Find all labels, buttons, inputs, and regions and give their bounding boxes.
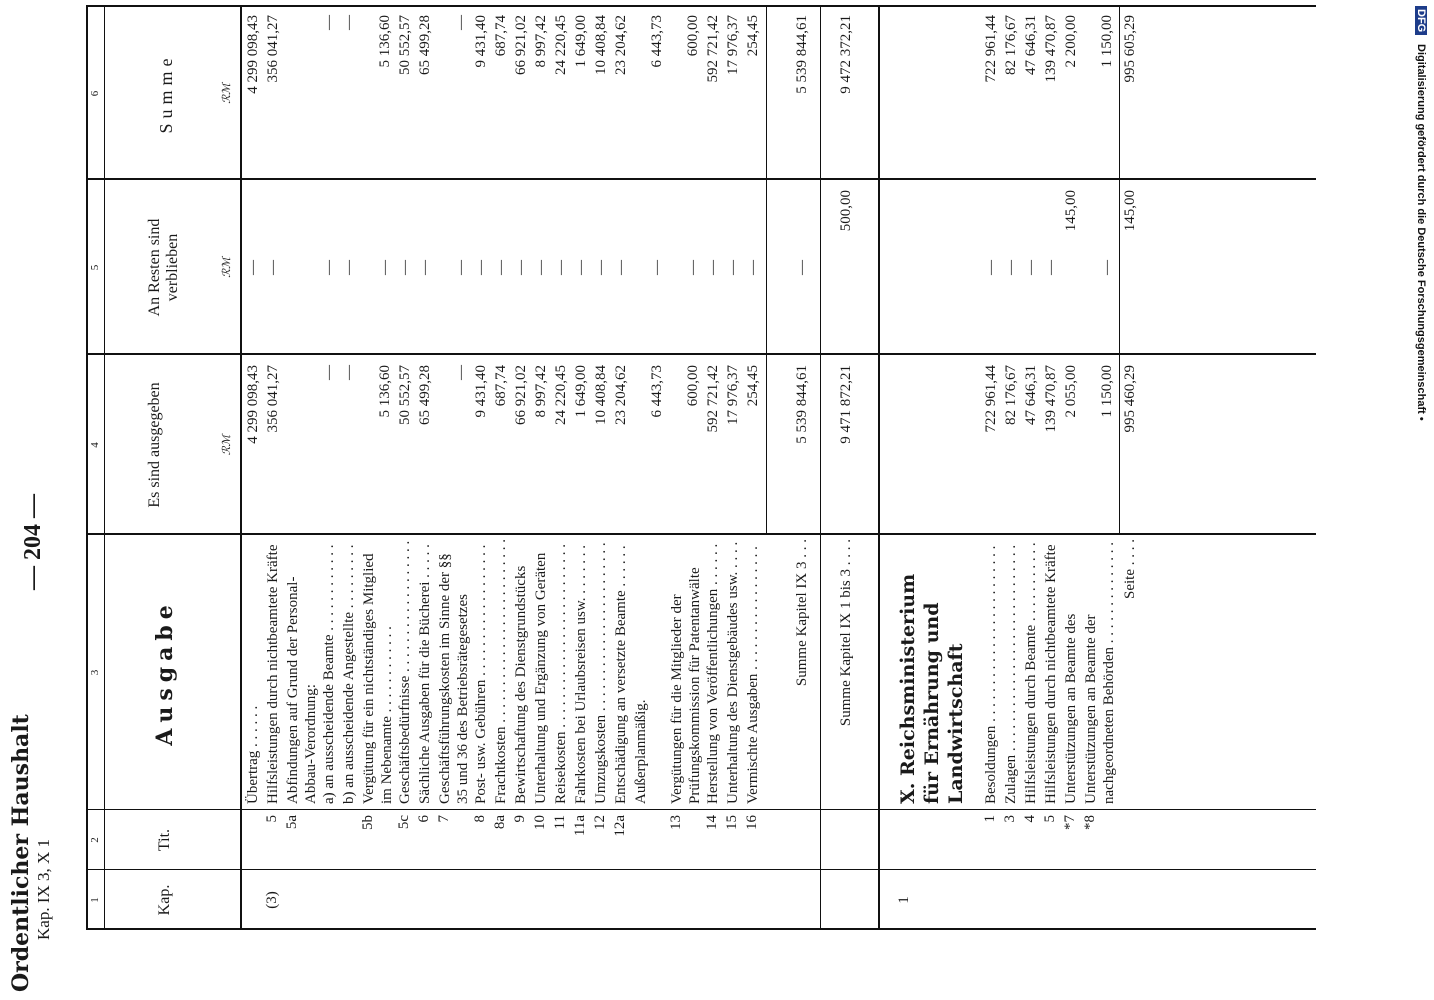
row-tit: 5b [360, 815, 376, 830]
section-x-kap: 1 [896, 896, 912, 904]
row-resten: — [1003, 260, 1019, 275]
row-summe: 8 997,42 [533, 15, 549, 68]
row-resten: — [397, 260, 413, 275]
row-ausgegeben: 47 646,31 [1023, 365, 1039, 425]
summe-ix3-c5: — [794, 260, 810, 275]
row-ausgegeben: 139 470,87 [1043, 365, 1059, 433]
summe-ix3-c4: 5 539 844,61 [794, 365, 810, 444]
colnum-1: 1 [89, 897, 101, 903]
row-ausgegeben: 23 204,62 [613, 365, 629, 425]
dfg-note: Digitalisierung gefördert durch die Deutsche Forschungsgemeinschaft • [1415, 44, 1427, 421]
row-summe: 10 408,84 [593, 15, 609, 75]
row-summe: 592 721,42 [705, 15, 721, 83]
row-ausgegeben: 5 136,60 [377, 365, 393, 418]
row-summe: — [321, 15, 337, 30]
row-ausgegeben: 4 299 098,43 [245, 365, 261, 444]
row-tit: 14 [704, 815, 720, 830]
row-tit: 11 [552, 815, 568, 830]
row-ausgegeben: 687,74 [493, 365, 509, 407]
seite-label: Seite . . . . [1122, 539, 1138, 599]
summe-ix1-3-label: Summe Kapitel IX 1 bis 3 . . . . [838, 539, 854, 727]
row-ausgegeben: 592 721,42 [705, 365, 721, 433]
row-resten: — [573, 260, 589, 275]
row-text: Geschäftsbedürfnisse . . . . . . . . . . . . . . . . . . [397, 540, 413, 804]
row-ausgegeben: 9 431,40 [473, 365, 489, 418]
row-tit: 1 [982, 815, 998, 823]
row-tit: 16 [744, 815, 760, 830]
colnum-4: 4 [89, 442, 101, 448]
row-resten: — [685, 260, 701, 275]
colnum-5: 5 [89, 264, 101, 271]
row-ausgegeben: 1 649,00 [573, 365, 589, 418]
row-text: Zulagen . . . . . . . . . . . . . . . . . . . . . . . . . . . . [1003, 544, 1019, 804]
row-text: Hilfsleistungen durch nichtbeamtete Kräfte [265, 544, 281, 804]
row-resten: — [533, 260, 549, 275]
row-resten: — [473, 260, 489, 275]
row-tit: 6 [416, 815, 432, 823]
row-summe: 50 552,57 [397, 15, 413, 75]
row-summe: 139 470,87 [1043, 15, 1059, 83]
row-summe: 722 961,44 [983, 15, 999, 83]
expense-table [86, 5, 1316, 930]
row-tit: 5 [1042, 815, 1058, 823]
unit-c4: ℛℳ [221, 434, 233, 456]
section-rule [820, 5, 821, 930]
row-resten: — [265, 260, 281, 275]
row-resten: — [1099, 260, 1115, 275]
row-ausgegeben: 8 997,42 [533, 365, 549, 418]
row-summe: 600,00 [685, 15, 701, 57]
row-text: Außerplanmäßig. [633, 699, 649, 804]
row-tit: 9 [512, 815, 528, 823]
unit-c5: ℛℳ [221, 257, 233, 278]
unit-c6: ℛℳ [221, 83, 233, 104]
subtotal-rule [766, 5, 767, 535]
row-ausgegeben: 50 552,57 [397, 365, 413, 425]
row-summe: 82 176,67 [1003, 15, 1019, 75]
row-tit: 12a [612, 815, 628, 837]
row-ausgegeben: — [321, 365, 337, 380]
col-header-ausgegeben: Es sind ausgegeben [146, 382, 163, 508]
row-tit: 7 [436, 815, 452, 823]
row-summe: 1 649,00 [573, 15, 589, 68]
row-text: Besoldungen . . . . . . . . . . . . . . . . . . . . . . . . [983, 545, 999, 804]
col-header-summe: Summe [156, 53, 176, 134]
row-text: Sächliche Ausgaben für die Bücherei . . . . . [417, 544, 433, 804]
row-tit: 13 [668, 815, 684, 830]
row-ausgegeben: 6 443,73 [649, 365, 665, 418]
row-summe: — [341, 15, 357, 30]
row-text: Geschäftsführungskosten im Sinne der §§ 35 und 36 des Betriebsrätegesetzes [437, 553, 471, 804]
row-resten: — [1043, 260, 1059, 275]
seite-rule [1119, 5, 1120, 535]
row-resten: — [341, 260, 357, 275]
row-ausgegeben: 65 499,28 [417, 365, 433, 425]
row-ausgegeben: — [453, 365, 469, 380]
row-ausgegeben: 66 921,02 [513, 365, 529, 425]
row-resten: — [453, 260, 469, 275]
row-tit: 4 [1022, 815, 1038, 823]
row-summe: 1 150,00 [1099, 15, 1115, 68]
row-text: Frachtkosten . . . . . . . . . . . . . . . . . . . . . . . . . [493, 539, 509, 804]
row-text: b) an ausscheidende Angestellte . . . . . . . . . [341, 544, 357, 804]
row-resten: — [513, 260, 529, 275]
summe-ix1-3-c4: 9 471 872,21 [838, 365, 854, 444]
row-text: Abfindungen auf Grund der Personal-Abbau-Verordnung: [285, 576, 319, 804]
row-ausgegeben: 17 976,37 [725, 365, 741, 425]
row-ausgegeben: 24 220,45 [553, 365, 569, 425]
col-header-kap: Kap. [156, 884, 173, 916]
colnum-6: 6 [89, 90, 101, 97]
summe-ix3-label: Summe Kapitel IX 3 . . . [794, 539, 810, 687]
row-tit: 5 [264, 815, 280, 823]
row-ausgegeben: 2 055,00 [1063, 365, 1079, 418]
row-tit: 11a [572, 815, 588, 837]
row-text: Umzugskosten . . . . . . . . . . . . . . . . . . . . . . . [593, 542, 609, 804]
row-summe: 65 499,28 [417, 15, 433, 75]
summe-ix1-3-c5: 500,00 [838, 190, 854, 232]
dfg-sidebar [1405, 6, 1434, 996]
row-text: Post- usw. Gebühren . . . . . . . . . . . . . . . . . . [473, 544, 489, 804]
row-text: Unterstützungen an Beamte der nachgeordneten Behörden . . . . . . . . . . . . . . [1083, 541, 1117, 804]
seite-c5: 145,00 [1122, 190, 1138, 232]
row-summe: 687,74 [493, 15, 509, 57]
row-ausgegeben: 1 150,00 [1099, 365, 1115, 418]
kap-reference: Kap. IX 3, X 1 [34, 838, 53, 940]
row-text: Bewirtschaftung des Dienstgrundstücks [513, 565, 529, 804]
row-kap: (3) [264, 891, 280, 909]
row-resten: — [613, 260, 629, 275]
row-summe: 47 646,31 [1023, 15, 1039, 75]
row-summe: 254,45 [745, 15, 761, 57]
row-ausgegeben: 10 408,84 [593, 365, 609, 425]
row-text: Unterhaltung des Dienstgebäudes usw. . . . . [725, 541, 741, 804]
row-text: Reisekosten . . . . . . . . . . . . . . . . . . . . . . . . . [553, 544, 569, 804]
row-summe: 356 041,27 [265, 15, 281, 83]
row-summe: 17 976,37 [725, 15, 741, 75]
row-text: Fahrkosten bei Urlaubsreisen usw. . . . . . . . [573, 545, 589, 804]
row-tit: 12 [592, 815, 608, 830]
row-resten: — [321, 260, 337, 275]
row-resten: — [1023, 260, 1039, 275]
row-summe: 6 443,73 [649, 15, 665, 68]
section-x-heading: X. Reichsministerium für Ernährung und Landwirtschaft [897, 573, 967, 804]
row-tit: *7 [1062, 815, 1078, 830]
row-text: Vermischte Ausgaben . . . . . . . . . . . . . . . . . [745, 546, 761, 804]
row-resten: — [245, 260, 261, 275]
row-tit: 5a [284, 815, 300, 830]
summe-ix3-c6: 5 539 844,61 [794, 15, 810, 94]
row-text: Vergütung für ein nichtständiges Mitglied im Nebenamte . . . . . . . . . . . . [361, 553, 395, 804]
row-summe: 66 921,02 [513, 15, 529, 75]
row-resten: — [553, 260, 569, 275]
row-summe: 2 200,00 [1063, 15, 1079, 68]
row-resten: — [493, 260, 509, 275]
row-tit: 5c [396, 815, 412, 830]
row-resten: — [745, 260, 761, 275]
colnum-3: 3 [89, 669, 101, 676]
row-text: Unterstützungen an Beamte des [1063, 613, 1079, 804]
seite-c6: 995 605,29 [1122, 15, 1138, 83]
row-text: Herstellung von Veröffentlichungen . . . . . . [705, 543, 721, 804]
section-x-rule [878, 5, 880, 930]
row-resten: — [417, 260, 433, 275]
row-text: Hilfsleistungen durch Beamte . . . . . . . . . . . [1023, 542, 1039, 804]
row-tit: 8 [472, 815, 488, 823]
col-header-ausgabe: Ausgabe [152, 599, 178, 746]
row-text: a) an ausscheidende Beamte . . . . . . . . . . . . [321, 544, 337, 804]
summe-ix1-3-c6: 9 472 372,21 [838, 15, 854, 94]
row-resten: 145,00 [1063, 190, 1079, 232]
colnum-2: 2 [89, 837, 101, 843]
row-resten: — [705, 260, 721, 275]
row-ausgegeben: 722 961,44 [983, 365, 999, 433]
row-text: Hilfsleistungen durch nichtbeamtete Kräfte [1043, 544, 1059, 804]
seite-c4: 995 460,29 [1122, 365, 1138, 433]
row-resten: — [649, 260, 665, 275]
row-ausgegeben: 254,45 [745, 365, 761, 407]
col-header-tit: Tit. [156, 828, 173, 852]
row-tit: 3 [1002, 815, 1018, 823]
row-summe: 9 431,40 [473, 15, 489, 68]
row-summe: 23 204,62 [613, 15, 629, 75]
row-resten: — [725, 260, 741, 275]
row-ausgegeben: 600,00 [685, 365, 701, 407]
page-number: — 204 — [20, 494, 46, 590]
row-ausgegeben: 82 176,67 [1003, 365, 1019, 425]
row-resten: — [593, 260, 609, 275]
row-ausgegeben: — [341, 365, 357, 380]
row-text: Unterhaltung und Ergänzung von Geräten [533, 552, 549, 804]
row-summe: 5 136,60 [377, 15, 393, 68]
document-title: Ordentlicher Haushalt [8, 714, 34, 992]
row-tit: 15 [724, 815, 740, 830]
row-resten: — [377, 260, 393, 275]
row-text: Entschädigung an versetzte Beamte . . . . . . [613, 545, 629, 804]
row-resten: — [983, 260, 999, 275]
row-ausgegeben: 356 041,27 [265, 365, 281, 433]
table-body [244, 5, 1314, 930]
row-summe: — [453, 15, 469, 30]
row-text: Vergütungen für die Mitglieder der Prüfungskommission für Patentanwälte [669, 567, 703, 804]
dfg-badge: DFG [1415, 6, 1427, 35]
row-tit: 8a [492, 815, 508, 830]
row-tit: *8 [1082, 815, 1098, 830]
col-header-resten: An Resten sind verblieben [146, 218, 181, 317]
row-text: Übertrag . . . . . . [245, 705, 261, 804]
row-summe: 24 220,45 [553, 15, 569, 75]
row-summe: 4 299 098,43 [245, 15, 261, 94]
row-tit: 10 [532, 815, 548, 830]
